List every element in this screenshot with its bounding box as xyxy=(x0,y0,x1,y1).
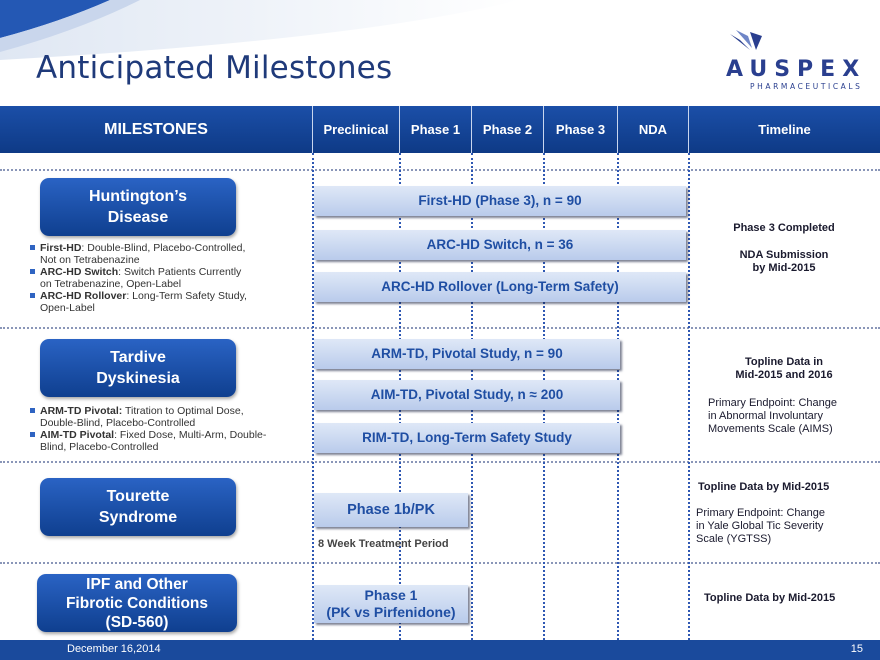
tardive-dyskinesia-label: Tardive Dyskinesia xyxy=(40,339,236,397)
row-divider xyxy=(0,169,880,171)
phase-1b-pk-bar: Phase 1b/PK xyxy=(314,493,468,527)
ipf-timeline-topline: Topline Data by Mid-2015 xyxy=(704,592,836,604)
bullet-text: : Switch Patients Currently on Tetrabenazine, Open-Label xyxy=(40,266,242,290)
td-timeline-endpoint: Primary Endpoint: Change in Abnormal Involuntary Movements Scale (AIMS) xyxy=(708,397,838,435)
footer-date: December 16,2014 xyxy=(67,643,161,655)
logo-word: AUSPEX xyxy=(726,57,867,82)
hd-timeline-nda: NDA Submission by Mid-2015 xyxy=(739,249,829,274)
header-phase3: Phase 3 xyxy=(555,122,606,137)
milestones-header xyxy=(0,106,880,153)
huntingtons-disease-label: Huntington’s Disease xyxy=(40,178,236,236)
header-preclinical: Preclinical xyxy=(323,122,389,137)
aim-td-bar: AIM-TD, Pivotal Study, n ≈ 200 xyxy=(314,380,620,410)
bullet-bold: ARC-HD Rollover xyxy=(40,290,127,302)
arm-td-bar: ARM-TD, Pivotal Study, n = 90 xyxy=(314,339,620,369)
bullet-bold: First-HD xyxy=(40,242,82,254)
header-phase1: Phase 1 xyxy=(410,122,461,137)
header-phase2: Phase 2 xyxy=(482,122,533,137)
list-item xyxy=(30,405,310,429)
bird-icon xyxy=(726,30,766,60)
list-item xyxy=(30,429,310,453)
list-item xyxy=(30,266,310,290)
header-timeline: Timeline xyxy=(758,122,811,137)
row-divider xyxy=(0,327,880,329)
bullet-bold: AIM-TD Pivotal xyxy=(40,429,115,441)
list-item xyxy=(30,290,310,314)
tardive-bullets xyxy=(30,405,310,453)
arc-hd-rollover-bar: ARC-HD Rollover (Long-Term Safety) xyxy=(314,272,686,302)
page-number: 15 xyxy=(850,643,863,655)
huntingtons-bullets xyxy=(30,242,310,314)
logo-subtitle: PHARMACEUTICALS xyxy=(750,82,863,91)
footer-bar xyxy=(0,640,880,660)
phase-1-pk-bar: Phase 1 (PK vs Pirfenidone) xyxy=(314,585,468,623)
row-divider xyxy=(0,461,880,463)
auspex-logo xyxy=(716,30,866,92)
first-hd-bar: First-HD (Phase 3), n = 90 xyxy=(314,186,686,216)
header-milestones: MILESTONES xyxy=(104,121,208,138)
ts-timeline-endpoint: Primary Endpoint: Change in Yale Global Tic Severity Scale (YGTSS) xyxy=(696,507,826,545)
bullet-text: : Long-Term Safety Study, Open-Label xyxy=(40,290,247,314)
bullet-bold: ARC-HD Switch xyxy=(40,266,119,278)
bullet-text: : Double-Blind, Placebo-Controlled, Not on Tetrabenazine xyxy=(40,242,246,266)
ts-timeline-topline: Topline Data by Mid-2015 xyxy=(698,481,830,493)
treatment-period-label: 8 Week Treatment Period xyxy=(318,538,449,550)
ipf-fibrotic-label: IPF and Other Fibrotic Conditions (SD-560) xyxy=(37,574,237,632)
hd-timeline-phase3: Phase 3 Completed xyxy=(733,222,835,234)
rim-td-bar: RIM-TD, Long-Term Safety Study xyxy=(314,423,620,453)
arc-hd-switch-bar: ARC-HD Switch, n = 36 xyxy=(314,230,686,260)
list-item xyxy=(30,242,310,266)
page-title: Anticipated Milestones xyxy=(36,50,393,86)
row-divider xyxy=(0,562,880,564)
td-timeline-topline: Topline Data in Mid-2015 and 2016 xyxy=(735,356,833,381)
bullet-bold: ARM-TD Pivotal: xyxy=(40,405,123,417)
bullet-text: : Fixed Dose, Multi-Arm, Double- Blind, Placebo-Controlled xyxy=(40,429,267,453)
bullet-text: Titration to Optimal Dose, Double-Blind, Placebo-Controlled xyxy=(40,405,244,429)
column-divider xyxy=(688,153,690,640)
header-nda: NDA xyxy=(638,122,668,137)
tourette-syndrome-label: Tourette Syndrome xyxy=(40,478,236,536)
